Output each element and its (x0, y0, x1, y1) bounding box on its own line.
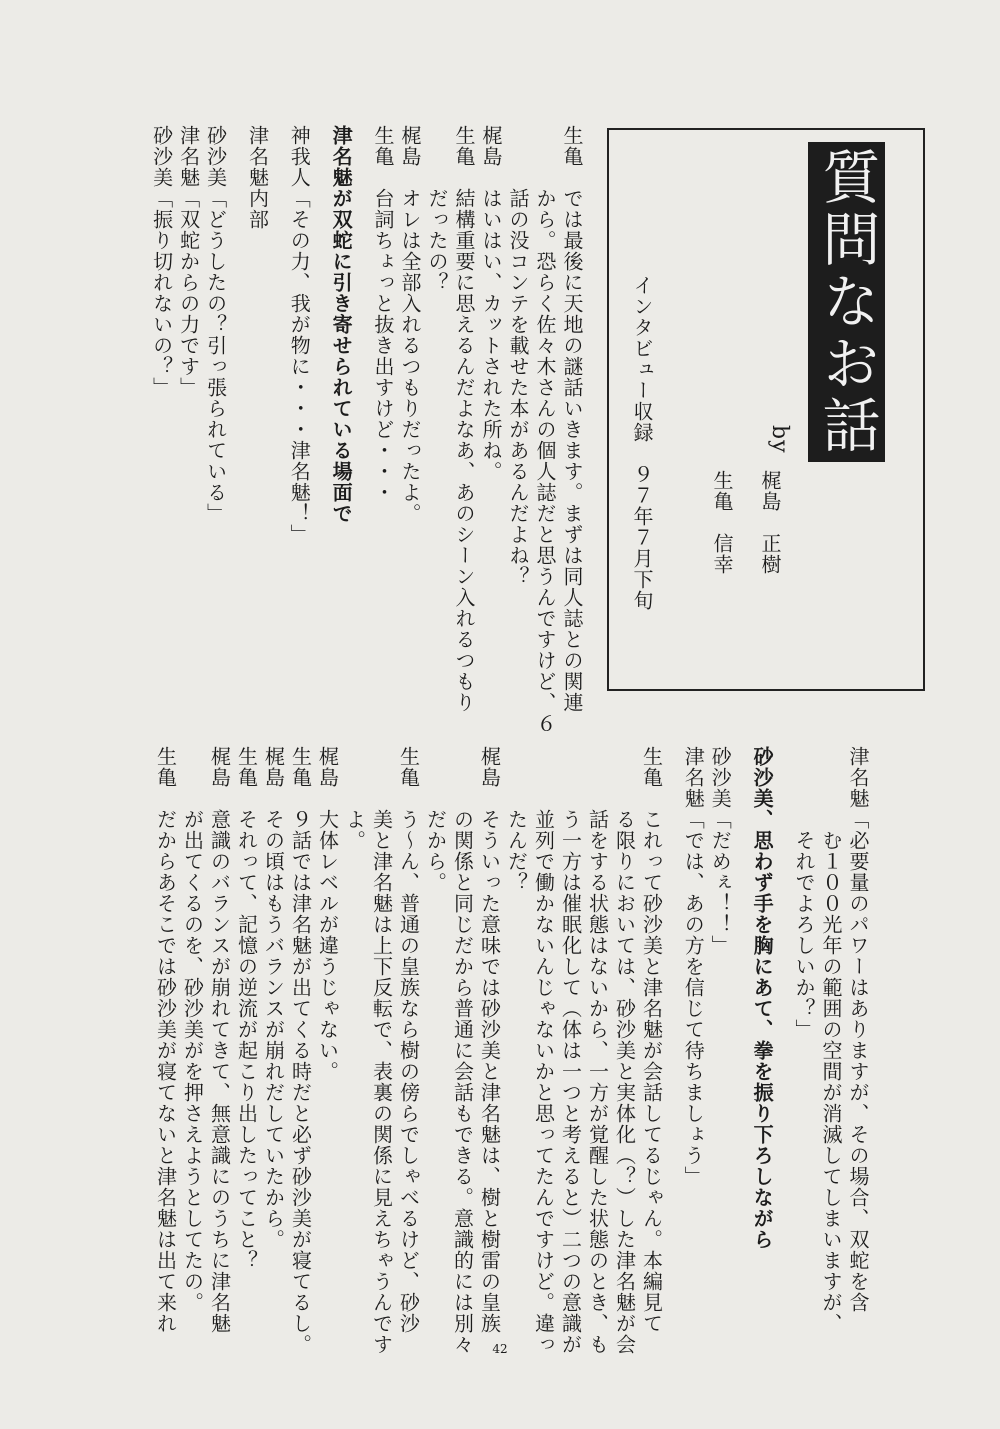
bottom-lines-line: 津名魅「では、あの方を信じて待ちましょう」 (681, 746, 706, 1187)
top-lines-line: 話の没コンテを載せた本があるんだよね？ (506, 125, 530, 587)
top-lines-line: から。恐らく佐々木さんの個人誌だと思うんですけど、６ (533, 125, 557, 734)
top-lines-line: 砂沙美「振り切れないの？」 (149, 125, 174, 398)
bottom-lines-line: だから。 (423, 746, 448, 893)
top-lines-line: 津名魅内部 (245, 125, 270, 230)
page-number: 42 (492, 1342, 508, 1356)
bottom-lines-line: 生亀 これって砂沙美と津名魅が会話してるじゃん。本編見て (639, 746, 664, 1334)
interview-note: インタビュー収録 ９７年７月下旬 (630, 275, 654, 611)
bottom-lines-line: 津名魅「必要量のパワーはありますが、その場合、双蛇を含 (846, 746, 870, 1313)
bottom-lines-line: 生亀 う～ん、普通の皇族なら樹の傍らでしゃべるけど、砂沙 (396, 746, 421, 1334)
bottom-lines-line: たんだ？ (504, 746, 529, 893)
byline-by: by (767, 425, 792, 454)
top-lines-line: 生亀 台詞ちょっと抜き出すけど・・・ (371, 125, 395, 503)
bottom-lines-line: む１００光年の範囲の空間が消滅してしまいますが、 (819, 746, 843, 1334)
bottom-lines-line: よ。 (342, 746, 367, 851)
top-lines-line: 生亀 では最後に天地の謎話いきます。まずは同人誌との関連 (560, 125, 584, 713)
top-lines-line: 梶島 はいはい、カットされた所ね。 (479, 125, 503, 482)
bottom-lines-line: の関係と同じだから普通に会話もできる。意識的には別々 (450, 746, 475, 1355)
bottom-lines-line: が出てくるのを、砂沙美がを押さえようとしてたの。 (180, 746, 205, 1313)
bottom-lines-line: 生亀 ９話では津名魅が出てくる時だと必ず砂沙美が寝てるし。 (288, 746, 313, 1355)
bottom-lines-line: 話をする状態はないから、一方が覚醒した状態のとき、も (585, 746, 610, 1355)
bottom-lines-line: それでよろしいか？」 (792, 746, 816, 1040)
bottom-lines-line: る限りにおいては、砂沙美と実体化（？）した津名魅が会 (612, 746, 637, 1355)
bottom-lines-line: 梶島 その頃はもうバランスが崩れだしていたから。 (261, 746, 286, 1250)
byline-author-1: 梶島 正樹 (758, 470, 782, 575)
bottom-lines-line: 砂沙美「だめぇ！！」 (708, 746, 733, 956)
bottom-lines-line: 梶島 そういった意味では砂沙美と津名魅は、樹と樹雷の皇族 (477, 746, 502, 1334)
top-lines-line: 津名魅が双蛇に引き寄せられている場面で (329, 125, 354, 524)
bottom-lines-line: 生亀 だからあそこでは砂沙美が寝てないと津名魅は出て来れ (153, 746, 178, 1334)
byline-author-2: 生亀 信幸 (710, 470, 734, 575)
top-lines-line: 梶島 オレは全部入れるつもりだったよ。 (398, 125, 422, 524)
title-box (808, 142, 885, 462)
bottom-lines-line: う一方は催眠化して（体は一つと考えると）二つの意識が (558, 746, 583, 1355)
bottom-lines-line: 梶島 意識のバランスが崩れてきて、無意識にのうちに津名魅 (207, 746, 232, 1334)
page-title: 質問なお話 (812, 147, 881, 457)
top-lines-line: だったの？ (425, 125, 449, 293)
top-lines-line: 生亀 結構重要に思えるんだよなあ、あのシーン入れるつもり (452, 125, 476, 713)
bottom-lines-line: 生亀 それって、記憶の逆流が起こり出したってこと？ (234, 746, 259, 1271)
top-lines-line: 津名魅「双蛇からの力です」 (176, 125, 201, 398)
top-lines-line: 砂沙美「どうしたの？引っ張られている」 (203, 125, 228, 524)
top-lines-line: 神我人「その力、我が物に・・・津名魅！」 (287, 125, 312, 545)
bottom-lines-line: 並列で働かないんじゃないかと思ってたんですけど。違っ (531, 746, 556, 1355)
bottom-lines-line: 砂沙美、思わず手を胸にあて、拳を振り下ろしながら (750, 746, 775, 1250)
bottom-lines-line: 美と津名魅は上下反転で、表裏の関係に見えちゃうんです (369, 746, 394, 1355)
bottom-lines-line: 梶島 大体レベルが違うじゃない。 (315, 746, 340, 1082)
